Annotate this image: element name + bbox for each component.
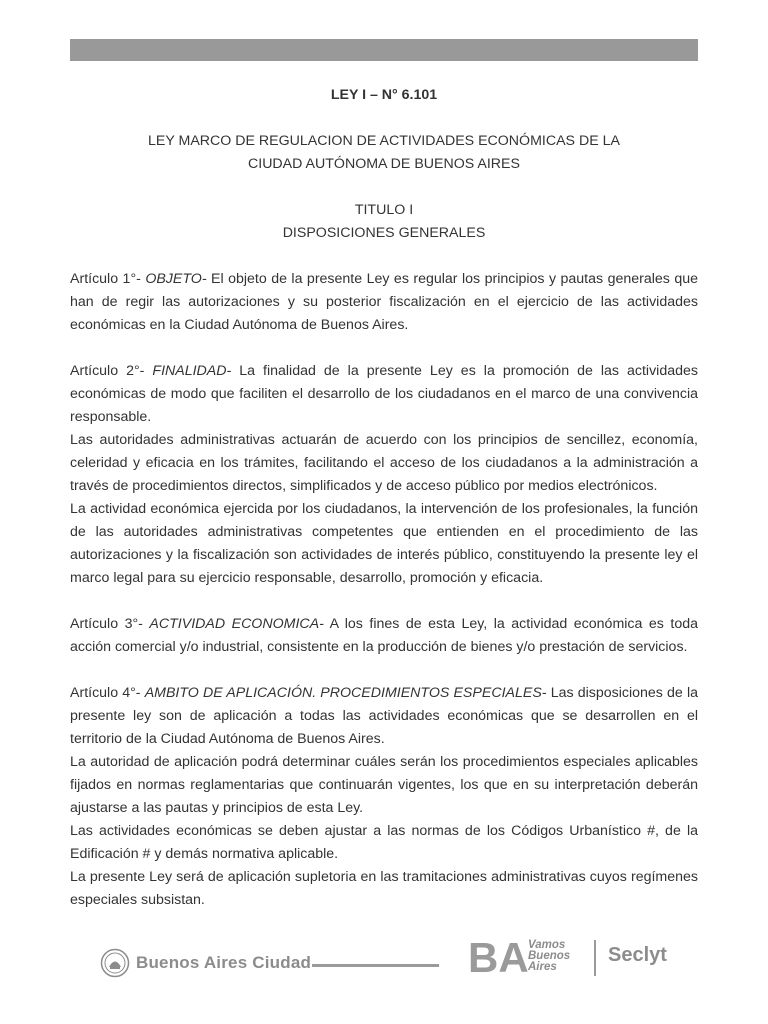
law-title (70, 130, 698, 176)
article-1-heading: OBJETO- (145, 271, 207, 287)
article-2-paragraph-2: Las autoridades administrativas actuarán de acuerdo con los principios de sencillez, economía, celeridad y eficacia en los trámites, facilitando el acceso de los ciudadanos a la administración a través de procedimientos directos, simplificados y de acceso público por medios electrónicos. (70, 432, 698, 494)
article-2 (70, 360, 698, 590)
document-body (70, 84, 698, 912)
ba-letters-text: BA (468, 938, 529, 974)
article-1 (70, 268, 698, 337)
buenos-aires-ciudad-logo (100, 946, 311, 980)
article-1-label: Artículo 1°- (70, 271, 141, 287)
vamos-line-1: Vamos (528, 939, 566, 951)
article-4-paragraph-3: Las actividades económicas se deben ajustar a las normas de los Códigos Urbanístico #, de la Edificación # y demás normativa aplicable. (70, 823, 698, 862)
header-bar (70, 39, 698, 61)
buenos-aires-ciudad-text: Buenos Aires Ciudad (136, 953, 312, 972)
article-3-heading: ACTIVIDAD ECONOMICA- (149, 616, 324, 632)
law-title-line-2: CIUDAD AUTÓNOMA DE BUENOS AIRES (248, 156, 520, 172)
ba-vamos-buenos-aires-logo (468, 938, 667, 978)
article-4-paragraph-2: La autoridad de aplicación podrá determinar cuáles serán los procedimientos especiales aplicables fijados en normas reglamentarias que continuarán vigentes, los que en su interpretación deberán ajustarse a las pautas y principios de esta Ley. (70, 754, 698, 816)
seclyt-logo-text: Seclyt (608, 944, 667, 966)
article-4 (70, 682, 698, 912)
article-3-text: A los fines de esta Ley, la actividad económica es toda acción comercial y/o industrial, consistente en la producción de bienes y/o prestación de servicios. (70, 616, 699, 655)
article-4-paragraph-4: La presente Ley será de aplicación supletoria en las tramitaciones administrativas cuyos regímenes especiales subsistan. (70, 869, 698, 908)
article-2-paragraph-3: La actividad económica ejercida por los ciudadanos, la intervención de los profesionales, la función de las autoridades administrativas competentes que entienden en el procedimiento de las autorizaciones y la fiscalización son actividades de interés público, constituyendo la presente ley el marco legal para su ejercicio responsable, desarrollo, promoción y eficacia. (70, 501, 698, 586)
vamos-buenos-aires-text (528, 940, 570, 973)
article-2-text: La finalidad de la presente Ley es la promoción de las actividades económicas de modo que faciliten el desarrollo de los ciudadanos en el marco de una convivencia responsable. (70, 363, 698, 425)
article-2-heading: FINALIDAD- (152, 363, 232, 379)
ba-letters-logo (468, 938, 530, 974)
article-2-paragraph-1 (70, 360, 698, 429)
title-name: DISPOSICIONES GENERALES (282, 225, 486, 241)
article-2-label: Artículo 2°- (70, 363, 145, 379)
vamos-line-2: Buenos (528, 950, 571, 962)
article-4-text: Las disposiciones de la presente ley son de aplicación a todas las actividades económicas que se desarrollen en el territorio de la Ciudad Autónoma de Buenos Aires. (70, 685, 698, 747)
footer (0, 930, 768, 990)
footer-line (312, 964, 439, 967)
law-number: LEY I – N° 6.101 (330, 87, 438, 103)
city-seal-icon (100, 948, 130, 978)
section-heading (70, 199, 698, 245)
article-3-paragraph-1 (70, 613, 698, 659)
law-title-line-1: LEY MARCO DE REGULACION DE ACTIVIDADES ECONÓMICAS DE LA (148, 133, 620, 149)
article-4-heading: AMBITO DE APLICACIÓN. PROCEDIMIENTOS ESPECIALES- (144, 685, 547, 701)
vamos-line-3: Aires (528, 961, 557, 973)
article-3-label: Artículo 3°- (70, 616, 143, 632)
article-1-paragraph-1 (70, 268, 698, 337)
article-3 (70, 613, 698, 659)
title-section: TITULO I (354, 202, 414, 218)
article-4-paragraph-1 (70, 682, 698, 751)
article-4-label: Artículo 4°- (70, 685, 141, 701)
logo-divider (594, 940, 596, 976)
article-1-text: El objeto de la presente Ley es regular los principios y pautas generales que han de regir las autorizaciones y su posterior fiscalización en el ejercicio de las actividades económicas en la Ciudad Autónoma de Buenos Aires. (70, 271, 699, 333)
